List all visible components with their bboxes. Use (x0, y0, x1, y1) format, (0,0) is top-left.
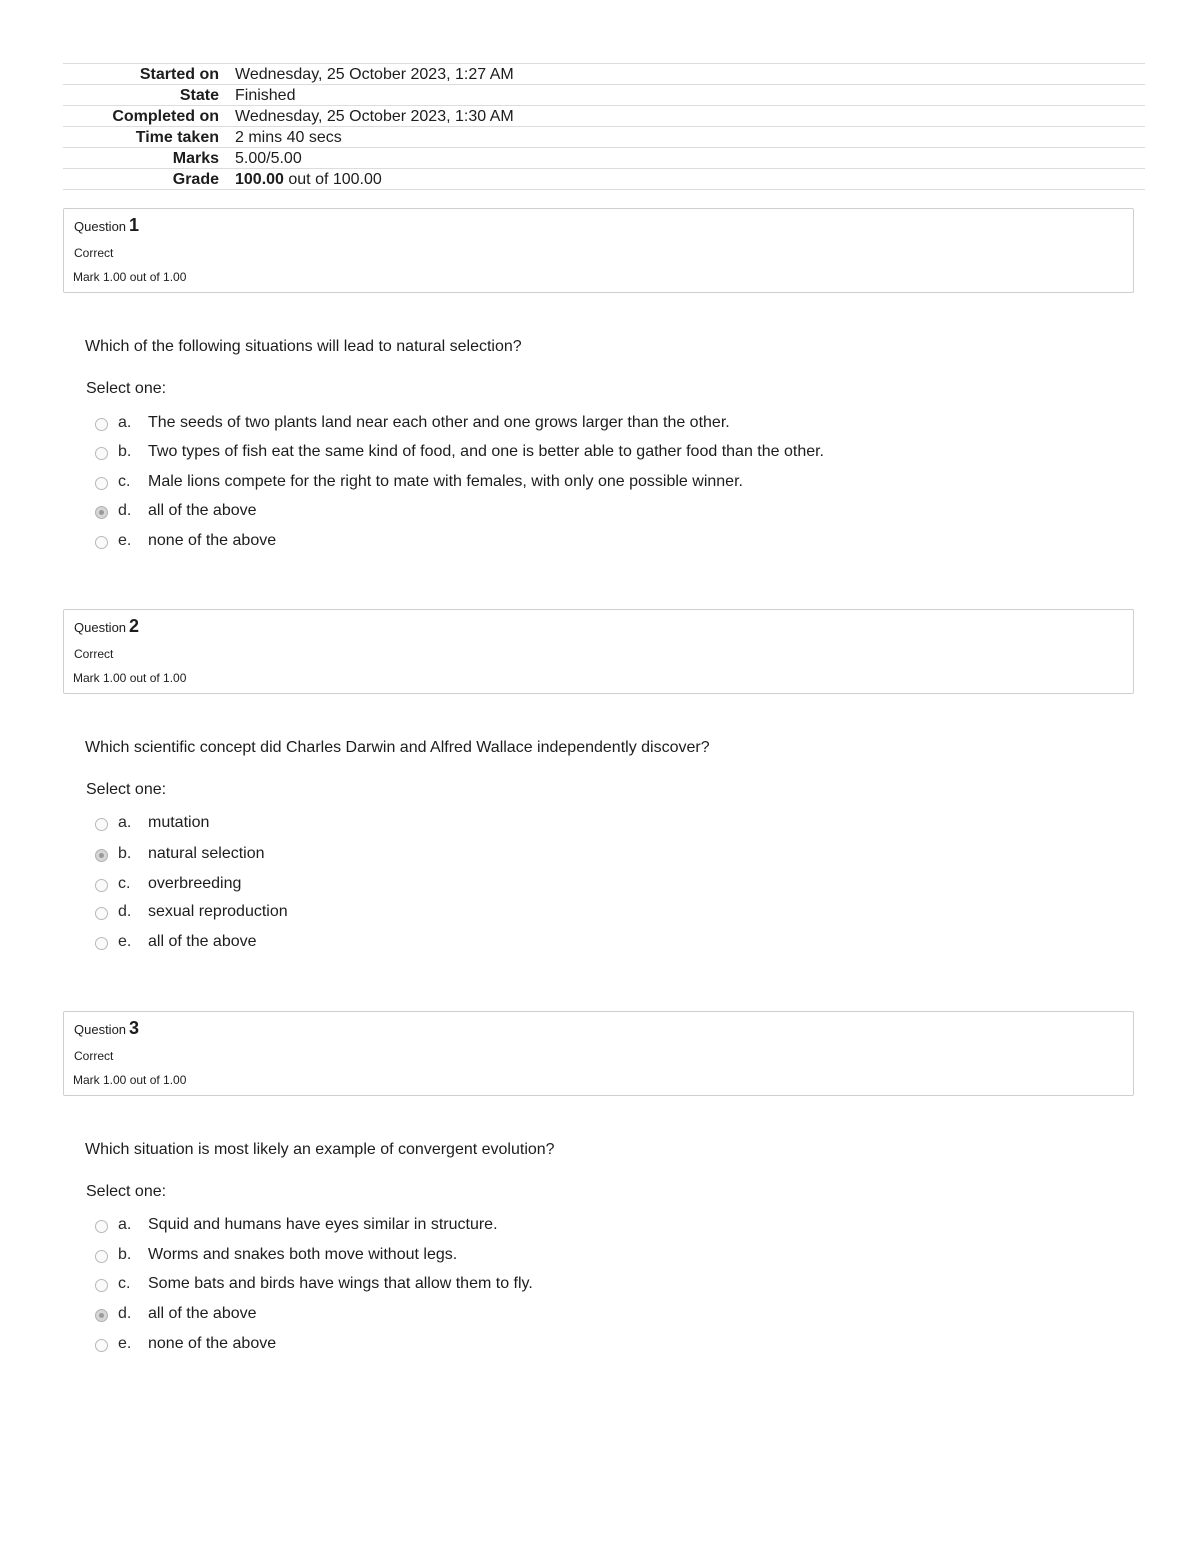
option-text: Worms and snakes both move without legs. (148, 1246, 458, 1263)
question-number (74, 616, 139, 637)
summary-row-completed (63, 106, 1145, 127)
question-state: Correct (74, 246, 114, 260)
option-text: all of the above (148, 933, 257, 950)
option-text: The seeds of two plants land near each other and one grows larger than the other. (148, 414, 730, 431)
option-letter: c. (118, 1275, 131, 1292)
option-letter: c. (118, 473, 131, 490)
question-label: Question (74, 620, 127, 635)
summary-value: Wednesday, 25 October 2023, 1:27 AM (235, 64, 1145, 85)
question-info-3 (63, 1011, 1134, 1096)
select-prompt: Select one: (86, 1183, 167, 1200)
radio-button[interactable] (95, 849, 108, 862)
option-letter: a. (118, 414, 132, 431)
summary-label: State (63, 85, 235, 106)
summary-label: Grade (63, 169, 235, 190)
option-letter: d. (118, 903, 132, 920)
radio-button[interactable] (95, 1279, 108, 1292)
option-letter: b. (118, 1246, 132, 1263)
option-text: Male lions compete for the right to mate with females, with only one possible winner. (148, 473, 743, 490)
summary-label: Started on (63, 64, 235, 85)
question-state: Correct (74, 1049, 114, 1063)
option-text: none of the above (148, 532, 277, 549)
question-text: Which situation is most likely an example of convergent evolution? (85, 1141, 555, 1158)
summary-row-grade (63, 169, 1145, 190)
option-text: Squid and humans have eyes similar in structure. (148, 1216, 498, 1233)
option-text: natural selection (148, 845, 265, 862)
radio-button[interactable] (95, 477, 108, 490)
grade-score: 100.00 (235, 170, 284, 188)
summary-value: Finished (235, 85, 1145, 106)
option-letter: e. (118, 532, 132, 549)
radio-button[interactable] (95, 1250, 108, 1263)
question-mark: Mark 1.00 out of 1.00 (73, 671, 187, 685)
radio-button[interactable] (95, 937, 108, 950)
radio-button[interactable] (95, 1220, 108, 1233)
radio-button[interactable] (95, 1309, 108, 1322)
option-letter: b. (118, 845, 132, 862)
radio-button[interactable] (95, 447, 108, 460)
option-text: Two types of fish eat the same kind of food, and one is better able to gather food than the other. (148, 443, 824, 460)
option-text: none of the above (148, 1335, 277, 1352)
question-number (74, 215, 139, 236)
summary-value: Wednesday, 25 October 2023, 1:30 AM (235, 106, 1145, 127)
option-letter: e. (118, 1335, 132, 1352)
summary-value (235, 169, 1145, 190)
question-number (74, 1018, 139, 1039)
option-text: overbreeding (148, 875, 242, 892)
question-num: 3 (129, 1018, 140, 1038)
option-letter: d. (118, 1305, 132, 1322)
select-prompt: Select one: (86, 380, 167, 397)
question-num: 2 (129, 616, 140, 636)
option-text: all of the above (148, 1305, 257, 1322)
question-state: Correct (74, 647, 114, 661)
question-mark: Mark 1.00 out of 1.00 (73, 270, 187, 284)
summary-value: 2 mins 40 secs (235, 127, 1145, 148)
summary-value: 5.00/5.00 (235, 148, 1145, 169)
question-label: Question (74, 1022, 127, 1037)
option-text: all of the above (148, 502, 257, 519)
option-letter: e. (118, 933, 132, 950)
radio-button[interactable] (95, 418, 108, 431)
radio-button[interactable] (95, 1339, 108, 1352)
question-label: Question (74, 219, 127, 234)
grade-suffix: out of 100.00 (283, 170, 382, 188)
option-letter: b. (118, 443, 132, 460)
option-text: mutation (148, 814, 210, 831)
summary-label: Completed on (63, 106, 235, 127)
radio-button[interactable] (95, 818, 108, 831)
option-letter: c. (118, 875, 131, 892)
option-letter: a. (118, 1216, 132, 1233)
select-prompt: Select one: (86, 781, 167, 798)
attempt-summary-table (63, 63, 1145, 190)
summary-row-state (63, 85, 1145, 106)
question-mark: Mark 1.00 out of 1.00 (73, 1073, 187, 1087)
summary-row-time (63, 127, 1145, 148)
summary-row-marks (63, 148, 1145, 169)
summary-label: Time taken (63, 127, 235, 148)
question-info-1 (63, 208, 1134, 293)
question-info-2 (63, 609, 1134, 694)
radio-button[interactable] (95, 536, 108, 549)
question-text: Which of the following situations will lead to natural selection? (85, 338, 522, 355)
radio-button[interactable] (95, 506, 108, 519)
summary-row-started (63, 64, 1145, 85)
question-text: Which scientific concept did Charles Darwin and Alfred Wallace independently discover? (85, 739, 710, 756)
option-text: sexual reproduction (148, 903, 288, 920)
option-letter: a. (118, 814, 132, 831)
radio-button[interactable] (95, 879, 108, 892)
summary-label: Marks (63, 148, 235, 169)
option-letter: d. (118, 502, 132, 519)
question-num: 1 (129, 215, 140, 235)
option-text: Some bats and birds have wings that allow them to fly. (148, 1275, 533, 1292)
radio-button[interactable] (95, 907, 108, 920)
